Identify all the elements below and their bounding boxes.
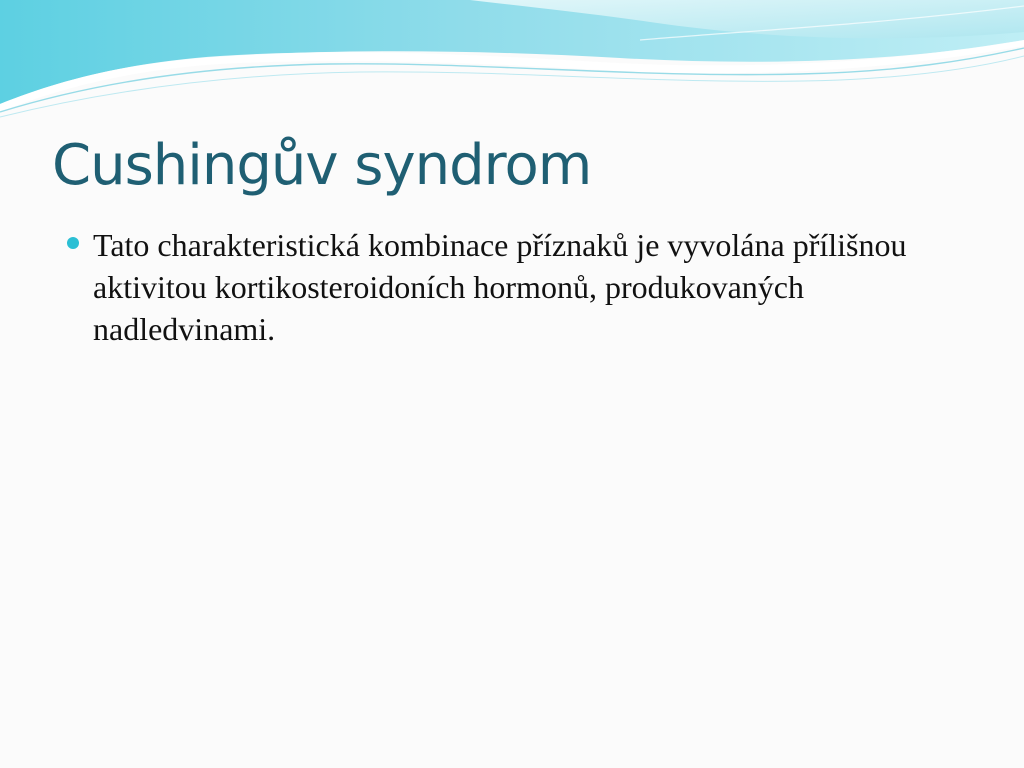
bullet-list bbox=[64, 224, 964, 350]
wave-header-decoration bbox=[0, 0, 1024, 120]
bullet-item bbox=[64, 224, 964, 350]
slide-title: Cushingův syndrom bbox=[52, 133, 592, 198]
bullet-text: Tato charakteristická kombinace příznaků je vyvolána přílišnou aktivitou kortikosteroidoních hormonů, produkovaných nadledvinami. bbox=[93, 227, 907, 347]
bullet-dot-icon bbox=[67, 237, 79, 249]
